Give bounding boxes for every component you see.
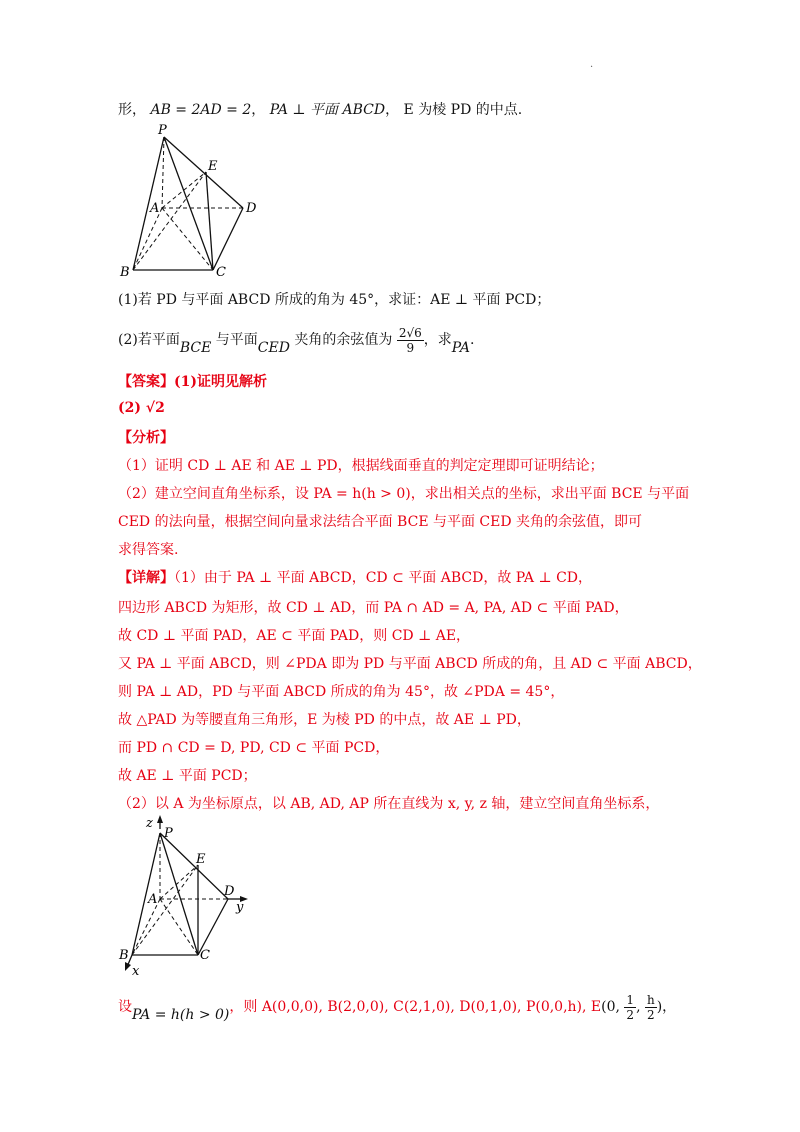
detail-line-7: 而 PD ∩ CD = D, PD, CD ⊂ 平面 PCD， — [118, 740, 390, 756]
label-b: B — [120, 265, 130, 280]
label-c2: C — [200, 948, 210, 963]
figure-pyramid-1 — [118, 122, 268, 282]
label-d2: D — [224, 884, 235, 899]
detail-line-3: 故 CD ⊥ 平面 PAD，AE ⊂ 平面 PAD，则 CD ⊥ AE， — [118, 628, 471, 644]
label-c: C — [216, 265, 226, 280]
question-2: (2)若平面BCE 与平面CED 夹角的余弦值为 $\frac{2√6}{9}$ ，求PA. — [118, 325, 475, 356]
question-1: (1)若 PD 与平面 ABCD 所成的角为 45°，求证：AE ⊥ 平面 PCD； — [118, 292, 551, 308]
analysis-line-3: CED 的法向量，根据空间向量求法结合平面 BCE 与平面 CED 夹角的余弦值，即可 — [118, 514, 643, 530]
label-d: D — [246, 201, 257, 216]
detail-line-5: 则 PA ⊥ AD，PD 与平面 ABCD 所成的角为 45°，故 ∠PDA = 45°， — [118, 684, 565, 700]
answer-2: (2) √2 — [118, 400, 165, 416]
top-mark: · — [590, 62, 594, 73]
axis-label-z: z — [146, 816, 153, 831]
label-a2: A — [148, 892, 158, 907]
analysis-line-2: （2）建立空间直角坐标系，设 PA = h(h > 0)，求出相关点的坐标，求出平面 BCE 与平面 — [118, 486, 690, 502]
analysis-line-1: （1）证明 CD ⊥ AE 和 AE ⊥ PD，根据线面垂直的判定定理即可证明结论； — [118, 458, 604, 474]
answer-header: 【答案】(1)证明见解析 — [118, 374, 267, 390]
fraction-half: $\frac{1}{2}$ — [626, 992, 635, 1022]
detail-line-6: 故 △PAD 为等腰直角三角形，E 为棱 PD 的中点，故 AE ⊥ PD， — [118, 712, 531, 728]
label-b2: B — [119, 948, 129, 963]
label-e: E — [208, 159, 218, 174]
label-a: A — [150, 201, 160, 216]
axis-label-x: x — [132, 964, 140, 977]
final-line: 设PA = h(h > 0)，则 A(0,0,0), B(2,0,0), C(2,1,0), D(0,1,0), P(0,0,h), E(0, $\frac{1}{2}$ , $\frac{h}{2}$ )， — [118, 992, 677, 1023]
condition-e-midpoint: E 为棱 PD 的中点. — [403, 102, 523, 118]
problem-intro: 形， AB = 2AD = 2， PA ⊥ 平面 ABCD， E 为棱 PD 的中点. — [118, 102, 523, 118]
axis-label-y: y — [236, 900, 244, 915]
analysis-line-4: 求得答案. — [118, 542, 179, 558]
condition-ab: AB = 2AD = 2 — [150, 102, 252, 118]
label-e2: E — [196, 852, 206, 867]
cosine-fraction: $\frac{2√6}{9}$ — [398, 325, 422, 355]
condition-pa-perp: PA ⊥ 平面 ABCD — [269, 102, 386, 118]
detail-line-9: （2）以 A 为坐标原点，以 AB, AD, AP 所在直线为 x, y, z 轴，建立空间直角坐标系， — [118, 796, 660, 812]
detail-line-4: 又 PA ⊥ 平面 ABCD，则 ∠PDA 即为 PD 与平面 ABCD 所成的角，且 AD ⊂ 平面 ABCD， — [118, 656, 702, 672]
analysis-header: 【分析】 — [118, 430, 174, 446]
label-p2: P — [164, 826, 173, 841]
detail-line-1: 【详解】（1）由于 PA ⊥ 平面 ABCD，CD ⊂ 平面 ABCD，故 PA ⊥ CD， — [118, 570, 593, 586]
fraction-h-half: $\frac{h}{2}$ — [646, 992, 655, 1022]
detail-line-8: 故 AE ⊥ 平面 PCD； — [118, 768, 257, 784]
figure-pyramid-2 — [118, 815, 278, 977]
label-p: P — [158, 123, 167, 138]
detail-line-2: 四边形 ABCD 为矩形，故 CD ⊥ AD，而 PA ∩ AD = A, PA, AD ⊂ 平面 PAD， — [118, 600, 629, 616]
